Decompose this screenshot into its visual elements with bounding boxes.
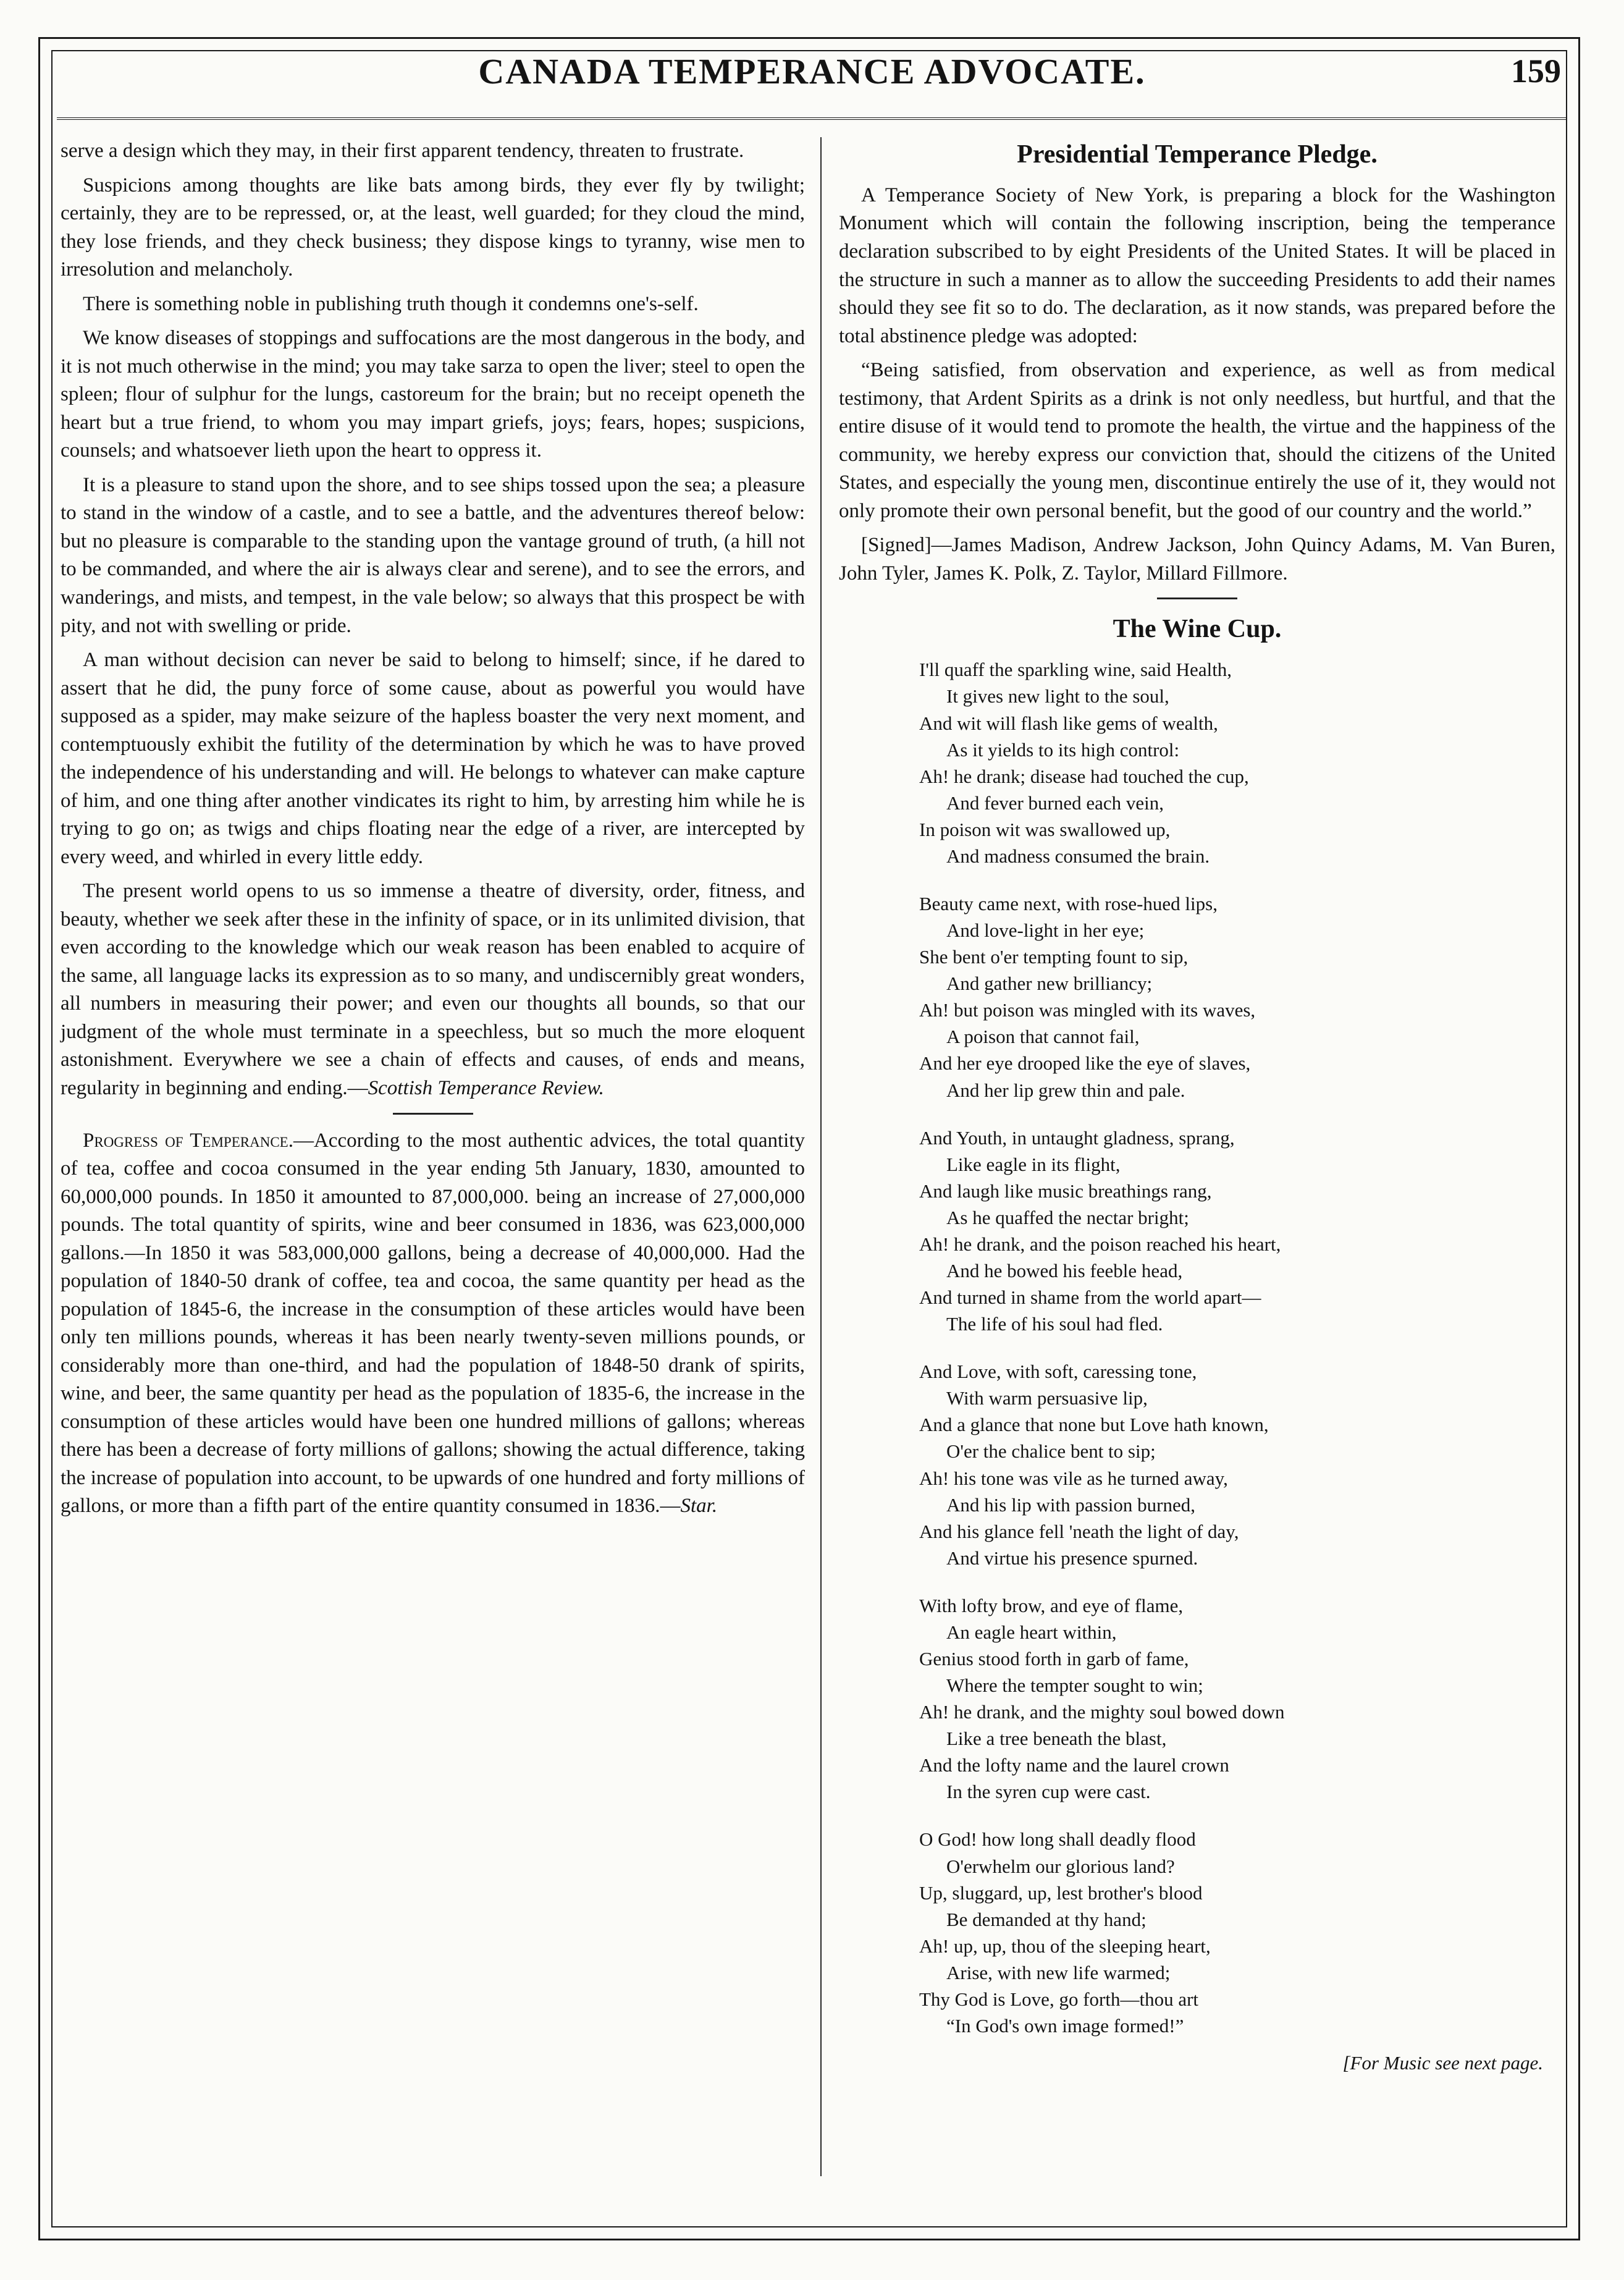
section-lead: Progress of Temperance.: [83, 1129, 293, 1152]
poem-line: And the lofty name and the laurel crown: [919, 1754, 1229, 1776]
poem-stanza: [919, 890, 1555, 1104]
poem-line: And laugh like music breathings rang,: [919, 1180, 1212, 1202]
poem-line: Beauty came next, with rose-hued lips,: [919, 892, 1218, 914]
poem-line: A poison that cannot fail,: [946, 1026, 1140, 1048]
paragraph: It is a pleasure to stand upon the shore, and to see ships tossed upon the sea; a pleasure to stand in the window of a castle, and to see a battle, and the adventures thereof below: but no pleasure is comparable to the standing upon the vantage ground of truth, (a hill not to be commanded, and where the air is always clear and serene), and to see the errors, and wanderings, and mists, and tempest, in the vale below; so always that this prospect be with pity, and not with swelling or pride.: [61, 473, 805, 637]
source-attribution: Scottish Temperance Review.: [368, 1077, 604, 1099]
paragraph: serve a design which they may, in their first apparent tendency, threaten to frustrate.: [61, 140, 744, 162]
page-number: 159: [1511, 53, 1561, 90]
poem-line: And her eye drooped like the eye of slaves,: [919, 1052, 1251, 1075]
poem-line: O'er the chalice bent to sip;: [946, 1440, 1156, 1463]
poem-line: And virtue his presence spurned.: [946, 1547, 1198, 1569]
footnote: [For Music see next page.: [1342, 2052, 1543, 2074]
poem-line: She bent o'er tempting fount to sip,: [919, 946, 1189, 968]
poem-stanza: [919, 656, 1555, 869]
progress-paragraph: [61, 1127, 805, 1521]
right-column: [839, 137, 1555, 2077]
poem-line: An eagle heart within,: [946, 1621, 1117, 1643]
poem-line: I'll quaff the sparkling wine, said Health,: [919, 659, 1232, 681]
section-divider: [393, 1113, 473, 1115]
poem-line: Like eagle in its flight,: [946, 1153, 1121, 1175]
section-divider: [1157, 597, 1237, 599]
poem-line: With warm persuasive lip,: [946, 1387, 1148, 1409]
poem-line: It gives new light to the soul,: [946, 685, 1169, 707]
poem-title: The Wine Cup.: [1113, 615, 1282, 644]
pledge-quote: “Being satisfied, from observation and experience, as well as from medical testimony, that Ardent Spirits as a drink is not only needless, but hurtful, and that the entire disuse of it would tend to promote the health, the virtue and the happiness of the community, we hereby express our conviction that, should the citizens of the United States, and especially the young men, discontinue entirely the use of it, they would not only promote their own personal benefit, but the good of our country and the world.”: [839, 359, 1555, 522]
poem-line: And a glance that none but Love hath known,: [919, 1414, 1269, 1436]
poem-line: And gather new brilliancy;: [946, 973, 1153, 995]
poem-line: O'erwhelm our glorious land?: [946, 1855, 1175, 1877]
poem-line: And his glance fell 'neath the light of day,: [919, 1520, 1239, 1542]
poem-line: And Love, with soft, caressing tone,: [919, 1361, 1197, 1383]
poem-line: And love-light in her eye;: [946, 919, 1145, 942]
poem-stanza: [919, 1125, 1555, 1338]
poem-line: And his lip with passion burned,: [946, 1493, 1195, 1516]
source-attribution: Star.: [680, 1495, 718, 1518]
paragraph: A man without decision can never be said to belong to himself; since, if he dared to assert that he did, the puny force of some cause, about as powerful you would have supposed as a spider, may make seizure of the hapless boaster the very next moment, and contemptuously exhibit the futility of the determination by which he was to have proved the independence of his understanding and will. He belongs to whatever can make capture of him, and one thing after another vindicates its right to him, by arresting him while he is trying to go on; as twigs and chips floating near the edge of a river, are intercepted by every weed, and whirled in every little eddy.: [61, 649, 805, 868]
poem-line: “In God's own image formed!”: [946, 2015, 1184, 2037]
poem-line: Like a tree beneath the blast,: [946, 1728, 1167, 1750]
poem-line: As it yields to its high control:: [946, 738, 1180, 761]
poem-line: With lofty brow, and eye of flame,: [919, 1594, 1184, 1616]
poem-stanza: [919, 1358, 1555, 1571]
left-column: [61, 137, 805, 1527]
poem-stanza: [919, 1826, 1555, 2039]
paragraph-text: —According to the most authentic advices, the total quantity of tea, coffee and cocoa consumed in the year ending 5th January, 1830, amounted to 60,000,000 pounds. In 1850 it amounted to 87,000,000. being an increase of 27,000,000 pounds. The total quantity of spirits, wine and beer consumed in 1836, was 623,000,000 gallons.—In 1850 it was 583,000,000 gallons, being a decrease of 40,000,000. Had the population of 1840-50 drank of coffee, tea and cocoa, the same quantity per head as the population of 1845-6, the increase in the consumption of these articles would have been only ten millions pounds, whereas it has been nearly twenty-seven millions pounds, or considerably more than one-third, and had the population of 1848-50 drank of spirits, wine, and beer, the same quantity per head as the population of 1835-6, the increase in the consumption of these articles would have been one hundred millions of gallons; whereas there has been a decrease of forty millions of gallons; showing the actual difference, taking the increase of population into account, to be upwards of one hundred and forty millions of gallons, or more than a fifth part of the entire quantity consumed in 1836.—: [61, 1129, 805, 1518]
paragraph: [61, 877, 805, 1102]
paragraph: Suspicions among thoughts are like bats among birds, they ever fly by twilight; certainly, they are to be repressed, or, at the least, well guarded; for they cloud the mind, they lose friends, and they check business; they dispose kings to tyranny, wise men to irresolution and melancholy.: [61, 174, 805, 281]
poem-line: And Youth, in untaught gladness, sprang,: [919, 1126, 1235, 1149]
poem-line: Ah! he drank, and the poison reached his heart,: [919, 1233, 1281, 1255]
poem-line: And fever burned each vein,: [946, 792, 1164, 814]
poem-line: And turned in shame from the world apart—: [919, 1286, 1261, 1309]
poem-line: Ah! he drank, and the mighty soul bowed down: [919, 1701, 1285, 1723]
paragraph: A Temperance Society of New York, is preparing a block for the Washington Monument which will contain the following inscription, being the temperance declaration subscribed to by eight Presidents of the United States. It will be placed in the structure in such a manner as to allow the succeeding Presidents to add their names should they see fit so to do. The declaration, as it now stands, was prepared before the total abstinence pledge was adopted:: [839, 184, 1555, 347]
journal-title: CANADA TEMPERANCE ADVOCATE.: [478, 51, 1146, 91]
poem-line: The life of his soul had fled.: [946, 1313, 1163, 1335]
poem-line: Ah! up, up, thou of the sleeping heart,: [919, 1935, 1211, 1957]
poem-line: Thy God is Love, go forth—thou art: [919, 1988, 1199, 2010]
poem-line: And wit will flash like gems of wealth,: [919, 712, 1218, 734]
poem-line: Ah! his tone was vile as he turned away,: [919, 1467, 1228, 1489]
paragraph-text: The present world opens to us so immense a theatre of diversity, order, fitness, and beauty, whether we seek after these in the infinity of space, or in its unlimited division, that even according to the knowledge which our weak reason has been enabled to acquire of the same, all language lacks its expression as to so many, and undiscernibly great wonders, all numbers in measuring their power; and even our thoughts all bounds, so that our judgment of the whole must terminate in a speechless, but so much the more eloquent astonishment. Everywhere we see a chain of effects and causes, of ends and means, regularity in beginning and ending.—: [61, 880, 805, 1099]
poem-line: And madness consumed the brain.: [946, 845, 1210, 867]
running-header: [57, 43, 1567, 120]
poem-line: In poison wit was swallowed up,: [919, 818, 1171, 840]
column-divider: [820, 137, 822, 2176]
signatories: [Signed]—James Madison, Andrew Jackson, John Quincy Adams, M. Van Buren, John Tyler, James K. Polk, Z. Taylor, Millard Fillmore.: [839, 534, 1555, 585]
poem-line: And he bowed his feeble head,: [946, 1259, 1183, 1281]
poem-stanza: [919, 1592, 1555, 1805]
poem-line: O God! how long shall deadly flood: [919, 1828, 1196, 1851]
poem-line: In the syren cup were cast.: [946, 1781, 1151, 1803]
paragraph: We know diseases of stoppings and suffocations are the most dangerous in the body, and it is not much otherwise in the mind; you may take sarza to open the liver; steel to open the spleen; flour of sulphur for the lungs, castoreum for the brain; but no receipt openeth the heart but a true friend, to whom you may impart griefs, joys; fears, hopes; suspicions, counsels; and whatsoever lieth upon the heart to oppress it.: [61, 327, 805, 462]
poem-line: Ah! but poison was mingled with its waves,: [919, 999, 1256, 1021]
poem-line: Arise, with new life warmed;: [946, 1961, 1171, 1983]
article-title: Presidential Temperance Pledge.: [1017, 140, 1378, 169]
poem-line: Genius stood forth in garb of fame,: [919, 1648, 1189, 1670]
poem-line: Ah! he drank; disease had touched the cup,: [919, 765, 1249, 787]
poem-line: Where the tempter sought to win;: [946, 1674, 1203, 1697]
poem-line: As he quaffed the nectar bright;: [946, 1206, 1189, 1228]
poem: [919, 656, 1555, 2039]
poem-line: Up, sluggard, up, lest brother's blood: [919, 1881, 1203, 1904]
poem-line: And her lip grew thin and pale.: [946, 1079, 1185, 1101]
paragraph: There is something noble in publishing truth though it condemns one's-self.: [83, 292, 699, 315]
poem-line: Be demanded at thy hand;: [946, 1908, 1146, 1930]
